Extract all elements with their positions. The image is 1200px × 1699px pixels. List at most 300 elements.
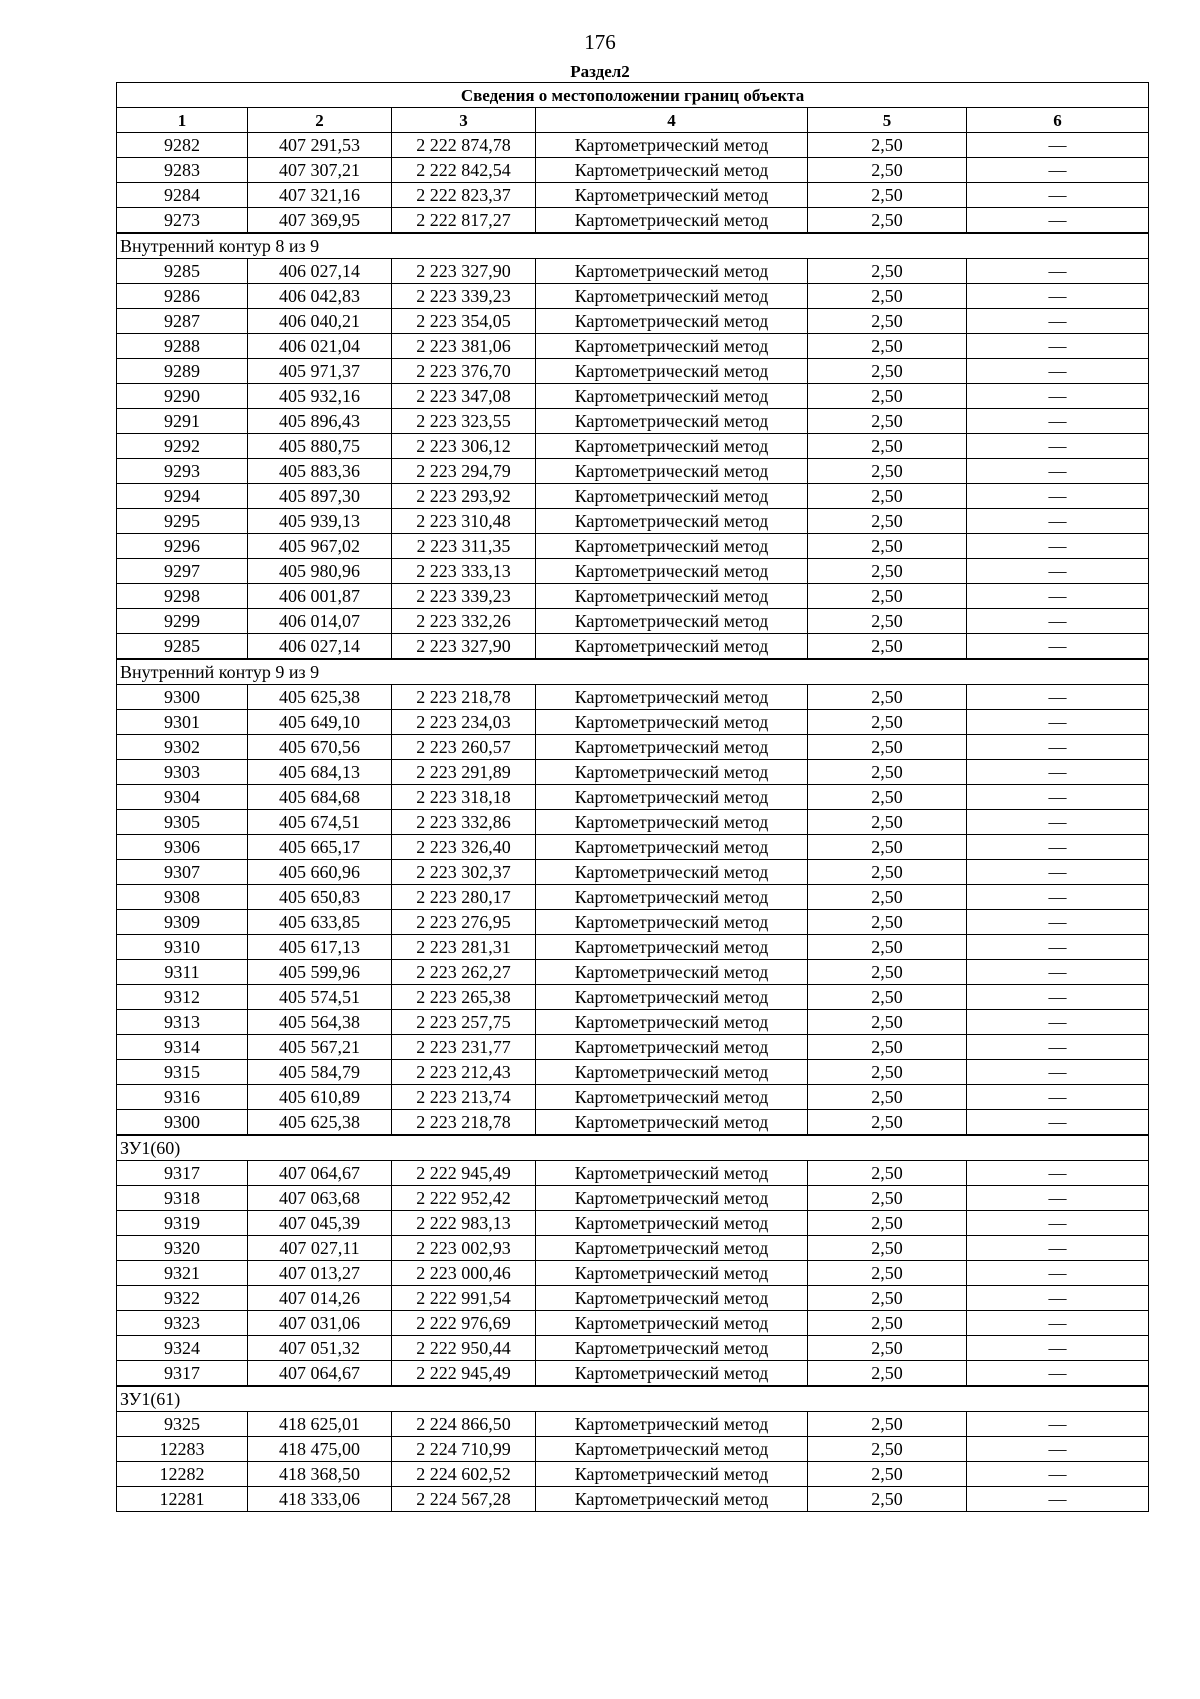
method-cell: Картометрический метод: [536, 1161, 808, 1186]
point-number-cell: 9320: [117, 1236, 248, 1261]
accuracy-cell: 2,50: [808, 935, 967, 960]
point-number-cell: 9282: [117, 133, 248, 158]
table-row: [117, 534, 1149, 559]
y-coordinate-cell: 2 223 332,86: [392, 810, 536, 835]
x-coordinate-cell: 405 967,02: [248, 534, 392, 559]
accuracy-cell: 2,50: [808, 1161, 967, 1186]
description-cell: —: [967, 584, 1149, 609]
column-header: 1: [117, 108, 248, 133]
point-number-cell: 9297: [117, 559, 248, 584]
description-cell: —: [967, 609, 1149, 634]
accuracy-cell: 2,50: [808, 860, 967, 885]
accuracy-cell: 2,50: [808, 910, 967, 935]
table-row: [117, 584, 1149, 609]
method-cell: Картометрический метод: [536, 1286, 808, 1311]
accuracy-cell: 2,50: [808, 384, 967, 409]
x-coordinate-cell: 405 670,56: [248, 735, 392, 760]
x-coordinate-cell: 407 307,21: [248, 158, 392, 183]
description-cell: —: [967, 885, 1149, 910]
point-number-cell: 9307: [117, 860, 248, 885]
table-row: [117, 1361, 1149, 1387]
method-cell: Картометрический метод: [536, 459, 808, 484]
method-cell: Картометрический метод: [536, 609, 808, 634]
description-cell: —: [967, 735, 1149, 760]
y-coordinate-cell: 2 223 327,90: [392, 259, 536, 284]
accuracy-cell: 2,50: [808, 158, 967, 183]
description-cell: —: [967, 1110, 1149, 1136]
method-cell: Картометрический метод: [536, 1060, 808, 1085]
point-number-cell: 9306: [117, 835, 248, 860]
x-coordinate-cell: 407 045,39: [248, 1211, 392, 1236]
accuracy-cell: 2,50: [808, 885, 967, 910]
table-row: [117, 1437, 1149, 1462]
point-number-cell: 9288: [117, 334, 248, 359]
column-header: 5: [808, 108, 967, 133]
description-cell: —: [967, 985, 1149, 1010]
table-row: [117, 1186, 1149, 1211]
accuracy-cell: 2,50: [808, 1010, 967, 1035]
accuracy-cell: 2,50: [808, 284, 967, 309]
accuracy-cell: 2,50: [808, 1412, 967, 1437]
x-coordinate-cell: 407 027,11: [248, 1236, 392, 1261]
method-cell: Картометрический метод: [536, 1311, 808, 1336]
table-row: [117, 910, 1149, 935]
y-coordinate-cell: 2 222 874,78: [392, 133, 536, 158]
y-coordinate-cell: 2 223 318,18: [392, 785, 536, 810]
table-row: [117, 183, 1149, 208]
x-coordinate-cell: 418 475,00: [248, 1437, 392, 1462]
x-coordinate-cell: 418 368,50: [248, 1462, 392, 1487]
y-coordinate-cell: 2 223 381,06: [392, 334, 536, 359]
point-number-cell: 9316: [117, 1085, 248, 1110]
x-coordinate-cell: 405 649,10: [248, 710, 392, 735]
accuracy-cell: 2,50: [808, 409, 967, 434]
y-coordinate-cell: 2 222 817,27: [392, 208, 536, 234]
description-cell: —: [967, 760, 1149, 785]
table-row: [117, 609, 1149, 634]
method-cell: Картометрический метод: [536, 985, 808, 1010]
point-number-cell: 9291: [117, 409, 248, 434]
description-cell: —: [967, 1311, 1149, 1336]
method-cell: Картометрический метод: [536, 1110, 808, 1136]
table-row: [117, 785, 1149, 810]
method-cell: Картометрический метод: [536, 735, 808, 760]
contour-group-row: [117, 659, 1149, 685]
table-row: [117, 1311, 1149, 1336]
point-number-cell: 9317: [117, 1161, 248, 1186]
point-number-cell: 9295: [117, 509, 248, 534]
method-cell: Картометрический метод: [536, 309, 808, 334]
x-coordinate-cell: 406 021,04: [248, 334, 392, 359]
x-coordinate-cell: 405 633,85: [248, 910, 392, 935]
description-cell: —: [967, 459, 1149, 484]
description-cell: —: [967, 685, 1149, 710]
point-number-cell: 9286: [117, 284, 248, 309]
point-number-cell: 9325: [117, 1412, 248, 1437]
x-coordinate-cell: 405 665,17: [248, 835, 392, 860]
table-row: [117, 710, 1149, 735]
y-coordinate-cell: 2 223 218,78: [392, 685, 536, 710]
x-coordinate-cell: 405 684,68: [248, 785, 392, 810]
x-coordinate-cell: 407 014,26: [248, 1286, 392, 1311]
y-coordinate-cell: 2 223 000,46: [392, 1261, 536, 1286]
method-cell: Картометрический метод: [536, 885, 808, 910]
x-coordinate-cell: 406 042,83: [248, 284, 392, 309]
table-row: [117, 384, 1149, 409]
description-cell: —: [967, 1412, 1149, 1437]
accuracy-cell: 2,50: [808, 484, 967, 509]
column-header: 2: [248, 108, 392, 133]
table-row: [117, 434, 1149, 459]
table-row: [117, 309, 1149, 334]
description-cell: —: [967, 1487, 1149, 1512]
accuracy-cell: 2,50: [808, 1311, 967, 1336]
description-cell: —: [967, 1261, 1149, 1286]
method-cell: Картометрический метод: [536, 334, 808, 359]
x-coordinate-cell: 418 333,06: [248, 1487, 392, 1512]
method-cell: Картометрический метод: [536, 158, 808, 183]
y-coordinate-cell: 2 223 291,89: [392, 760, 536, 785]
x-coordinate-cell: 406 014,07: [248, 609, 392, 634]
description-cell: —: [967, 509, 1149, 534]
y-coordinate-cell: 2 223 234,03: [392, 710, 536, 735]
method-cell: Картометрический метод: [536, 1261, 808, 1286]
y-coordinate-cell: 2 223 339,23: [392, 584, 536, 609]
point-number-cell: 9322: [117, 1286, 248, 1311]
y-coordinate-cell: 2 222 983,13: [392, 1211, 536, 1236]
x-coordinate-cell: 407 321,16: [248, 183, 392, 208]
y-coordinate-cell: 2 223 310,48: [392, 509, 536, 534]
method-cell: Картометрический метод: [536, 183, 808, 208]
table-row: [117, 559, 1149, 584]
table-row: [117, 359, 1149, 384]
description-cell: —: [967, 208, 1149, 234]
page-number: 176: [584, 30, 616, 54]
point-number-cell: 9309: [117, 910, 248, 935]
table-row: [117, 1412, 1149, 1437]
y-coordinate-cell: 2 223 265,38: [392, 985, 536, 1010]
table-row: [117, 208, 1149, 234]
table-row: [117, 810, 1149, 835]
table-row: [117, 760, 1149, 785]
point-number-cell: 9285: [117, 634, 248, 660]
table-row: [117, 334, 1149, 359]
point-number-cell: 9308: [117, 885, 248, 910]
description-cell: —: [967, 1286, 1149, 1311]
accuracy-cell: 2,50: [808, 634, 967, 660]
x-coordinate-cell: 405 896,43: [248, 409, 392, 434]
method-cell: Картометрический метод: [536, 133, 808, 158]
x-coordinate-cell: 405 564,38: [248, 1010, 392, 1035]
method-cell: Картометрический метод: [536, 935, 808, 960]
point-number-cell: 12281: [117, 1487, 248, 1512]
description-cell: —: [967, 559, 1149, 584]
x-coordinate-cell: 407 063,68: [248, 1186, 392, 1211]
point-number-cell: 9294: [117, 484, 248, 509]
x-coordinate-cell: 405 584,79: [248, 1060, 392, 1085]
description-cell: —: [967, 1361, 1149, 1387]
description-cell: —: [967, 1060, 1149, 1085]
description-cell: —: [967, 409, 1149, 434]
y-coordinate-cell: 2 222 976,69: [392, 1311, 536, 1336]
x-coordinate-cell: 405 897,30: [248, 484, 392, 509]
method-cell: Картометрический метод: [536, 835, 808, 860]
x-coordinate-cell: 405 684,13: [248, 760, 392, 785]
table-row: [117, 735, 1149, 760]
y-coordinate-cell: 2 223 327,90: [392, 634, 536, 660]
y-coordinate-cell: 2 223 326,40: [392, 835, 536, 860]
point-number-cell: 9289: [117, 359, 248, 384]
table-row: [117, 1161, 1149, 1186]
x-coordinate-cell: 418 625,01: [248, 1412, 392, 1437]
table-row: [117, 1261, 1149, 1286]
y-coordinate-cell: 2 223 306,12: [392, 434, 536, 459]
table-caption-row: [117, 83, 1149, 108]
y-coordinate-cell: 2 222 842,54: [392, 158, 536, 183]
table-row: [117, 284, 1149, 309]
description-cell: —: [967, 1336, 1149, 1361]
y-coordinate-cell: 2 223 262,27: [392, 960, 536, 985]
point-number-cell: 9296: [117, 534, 248, 559]
accuracy-cell: 2,50: [808, 1186, 967, 1211]
column-header: 3: [392, 108, 536, 133]
method-cell: Картометрический метод: [536, 559, 808, 584]
x-coordinate-cell: 405 971,37: [248, 359, 392, 384]
accuracy-cell: 2,50: [808, 1437, 967, 1462]
accuracy-cell: 2,50: [808, 1236, 967, 1261]
table-row: [117, 1462, 1149, 1487]
description-cell: —: [967, 359, 1149, 384]
description-cell: —: [967, 384, 1149, 409]
description-cell: —: [967, 910, 1149, 935]
x-coordinate-cell: 405 567,21: [248, 1035, 392, 1060]
x-coordinate-cell: 405 650,83: [248, 885, 392, 910]
method-cell: Картометрический метод: [536, 1236, 808, 1261]
method-cell: Картометрический метод: [536, 1462, 808, 1487]
point-number-cell: 9312: [117, 985, 248, 1010]
accuracy-cell: 2,50: [808, 208, 967, 234]
point-number-cell: 9301: [117, 710, 248, 735]
y-coordinate-cell: 2 222 952,42: [392, 1186, 536, 1211]
y-coordinate-cell: 2 222 945,49: [392, 1361, 536, 1387]
point-number-cell: 9318: [117, 1186, 248, 1211]
table-row: [117, 960, 1149, 985]
contour-group-label: Внутренний контур 9 из 9: [117, 659, 1149, 685]
x-coordinate-cell: 405 880,75: [248, 434, 392, 459]
description-cell: —: [967, 1211, 1149, 1236]
x-coordinate-cell: 407 031,06: [248, 1311, 392, 1336]
point-number-cell: 9321: [117, 1261, 248, 1286]
method-cell: Картометрический метод: [536, 259, 808, 284]
y-coordinate-cell: 2 223 294,79: [392, 459, 536, 484]
table-row: [117, 860, 1149, 885]
accuracy-cell: 2,50: [808, 459, 967, 484]
accuracy-cell: 2,50: [808, 1035, 967, 1060]
y-coordinate-cell: 2 223 332,26: [392, 609, 536, 634]
accuracy-cell: 2,50: [808, 1060, 967, 1085]
point-number-cell: 9290: [117, 384, 248, 409]
description-cell: —: [967, 259, 1149, 284]
method-cell: Картометрический метод: [536, 1010, 808, 1035]
description-cell: —: [967, 484, 1149, 509]
y-coordinate-cell: 2 223 280,17: [392, 885, 536, 910]
x-coordinate-cell: 405 610,89: [248, 1085, 392, 1110]
x-coordinate-cell: 407 064,67: [248, 1161, 392, 1186]
method-cell: Картометрический метод: [536, 384, 808, 409]
method-cell: Картометрический метод: [536, 1035, 808, 1060]
accuracy-cell: 2,50: [808, 133, 967, 158]
accuracy-cell: 2,50: [808, 1110, 967, 1136]
y-coordinate-cell: 2 223 333,13: [392, 559, 536, 584]
point-number-cell: 9310: [117, 935, 248, 960]
y-coordinate-cell: 2 223 276,95: [392, 910, 536, 935]
accuracy-cell: 2,50: [808, 835, 967, 860]
method-cell: Картометрический метод: [536, 208, 808, 234]
x-coordinate-cell: 406 001,87: [248, 584, 392, 609]
contour-group-label: ЗУ1(60): [117, 1135, 1149, 1161]
point-number-cell: 9315: [117, 1060, 248, 1085]
y-coordinate-cell: 2 222 823,37: [392, 183, 536, 208]
table-row: [117, 1236, 1149, 1261]
table-row: [117, 259, 1149, 284]
point-number-cell: 9305: [117, 810, 248, 835]
point-number-cell: 9299: [117, 609, 248, 634]
x-coordinate-cell: 405 980,96: [248, 559, 392, 584]
point-number-cell: 9293: [117, 459, 248, 484]
accuracy-cell: 2,50: [808, 785, 967, 810]
method-cell: Картометрический метод: [536, 534, 808, 559]
point-number-cell: 9300: [117, 1110, 248, 1136]
table-row: [117, 409, 1149, 434]
column-header: 6: [967, 108, 1149, 133]
point-number-cell: 9298: [117, 584, 248, 609]
description-cell: —: [967, 935, 1149, 960]
x-coordinate-cell: 405 599,96: [248, 960, 392, 985]
section-title: Раздел2: [570, 62, 630, 81]
accuracy-cell: 2,50: [808, 1085, 967, 1110]
accuracy-cell: 2,50: [808, 1462, 967, 1487]
x-coordinate-cell: 406 027,14: [248, 259, 392, 284]
description-cell: —: [967, 1236, 1149, 1261]
table-row: [117, 835, 1149, 860]
contour-group-row: [117, 1386, 1149, 1412]
point-number-cell: 9304: [117, 785, 248, 810]
y-coordinate-cell: 2 222 945,49: [392, 1161, 536, 1186]
y-coordinate-cell: 2 223 323,55: [392, 409, 536, 434]
method-cell: Картометрический метод: [536, 1211, 808, 1236]
table-row: [117, 1035, 1149, 1060]
y-coordinate-cell: 2 223 218,78: [392, 1110, 536, 1136]
method-cell: Картометрический метод: [536, 860, 808, 885]
method-cell: Картометрический метод: [536, 960, 808, 985]
description-cell: —: [967, 534, 1149, 559]
table-body: [117, 133, 1149, 1512]
method-cell: Картометрический метод: [536, 284, 808, 309]
method-cell: Картометрический метод: [536, 409, 808, 434]
point-number-cell: 9317: [117, 1361, 248, 1387]
accuracy-cell: 2,50: [808, 1487, 967, 1512]
table-row: [117, 484, 1149, 509]
point-number-cell: 9323: [117, 1311, 248, 1336]
accuracy-cell: 2,50: [808, 1261, 967, 1286]
y-coordinate-cell: 2 223 302,37: [392, 860, 536, 885]
table-row: [117, 1010, 1149, 1035]
description-cell: —: [967, 810, 1149, 835]
table-row: [117, 1060, 1149, 1085]
description-cell: —: [967, 434, 1149, 459]
description-cell: —: [967, 133, 1149, 158]
contour-group-row: [117, 1135, 1149, 1161]
accuracy-cell: 2,50: [808, 584, 967, 609]
method-cell: Картометрический метод: [536, 634, 808, 660]
x-coordinate-cell: 407 051,32: [248, 1336, 392, 1361]
table-row: [117, 885, 1149, 910]
description-cell: —: [967, 1186, 1149, 1211]
accuracy-cell: 2,50: [808, 1286, 967, 1311]
description-cell: —: [967, 158, 1149, 183]
description-cell: —: [967, 309, 1149, 334]
method-cell: Картометрический метод: [536, 685, 808, 710]
y-coordinate-cell: 2 224 866,50: [392, 1412, 536, 1437]
description-cell: —: [967, 1161, 1149, 1186]
table-row: [117, 1487, 1149, 1512]
x-coordinate-cell: 407 013,27: [248, 1261, 392, 1286]
description-cell: —: [967, 634, 1149, 660]
point-number-cell: 9324: [117, 1336, 248, 1361]
point-number-cell: 9300: [117, 685, 248, 710]
contour-group-label: Внутренний контур 8 из 9: [117, 233, 1149, 259]
accuracy-cell: 2,50: [808, 710, 967, 735]
table-row: [117, 133, 1149, 158]
description-cell: —: [967, 860, 1149, 885]
y-coordinate-cell: 2 223 212,43: [392, 1060, 536, 1085]
accuracy-cell: 2,50: [808, 1211, 967, 1236]
y-coordinate-cell: 2 223 347,08: [392, 384, 536, 409]
table-row: [117, 935, 1149, 960]
contour-group-label: ЗУ1(61): [117, 1386, 1149, 1412]
method-cell: Картометрический метод: [536, 760, 808, 785]
point-number-cell: 9285: [117, 259, 248, 284]
description-cell: —: [967, 785, 1149, 810]
y-coordinate-cell: 2 223 354,05: [392, 309, 536, 334]
y-coordinate-cell: 2 223 293,92: [392, 484, 536, 509]
column-header: 4: [536, 108, 808, 133]
accuracy-cell: 2,50: [808, 534, 967, 559]
x-coordinate-cell: 405 625,38: [248, 685, 392, 710]
description-cell: —: [967, 835, 1149, 860]
y-coordinate-cell: 2 223 260,57: [392, 735, 536, 760]
point-number-cell: 9314: [117, 1035, 248, 1060]
x-coordinate-cell: 405 932,16: [248, 384, 392, 409]
method-cell: Картометрический метод: [536, 509, 808, 534]
point-number-cell: 9273: [117, 208, 248, 234]
table-row: [117, 459, 1149, 484]
point-number-cell: 9303: [117, 760, 248, 785]
point-number-cell: 9311: [117, 960, 248, 985]
point-number-cell: 9287: [117, 309, 248, 334]
y-coordinate-cell: 2 223 311,35: [392, 534, 536, 559]
method-cell: Картометрический метод: [536, 434, 808, 459]
table-row: [117, 1085, 1149, 1110]
y-coordinate-cell: 2 223 257,75: [392, 1010, 536, 1035]
method-cell: Картометрический метод: [536, 584, 808, 609]
accuracy-cell: 2,50: [808, 1336, 967, 1361]
y-coordinate-cell: 2 223 002,93: [392, 1236, 536, 1261]
description-cell: —: [967, 183, 1149, 208]
method-cell: Картометрический метод: [536, 1085, 808, 1110]
accuracy-cell: 2,50: [808, 434, 967, 459]
x-coordinate-cell: 405 883,36: [248, 459, 392, 484]
